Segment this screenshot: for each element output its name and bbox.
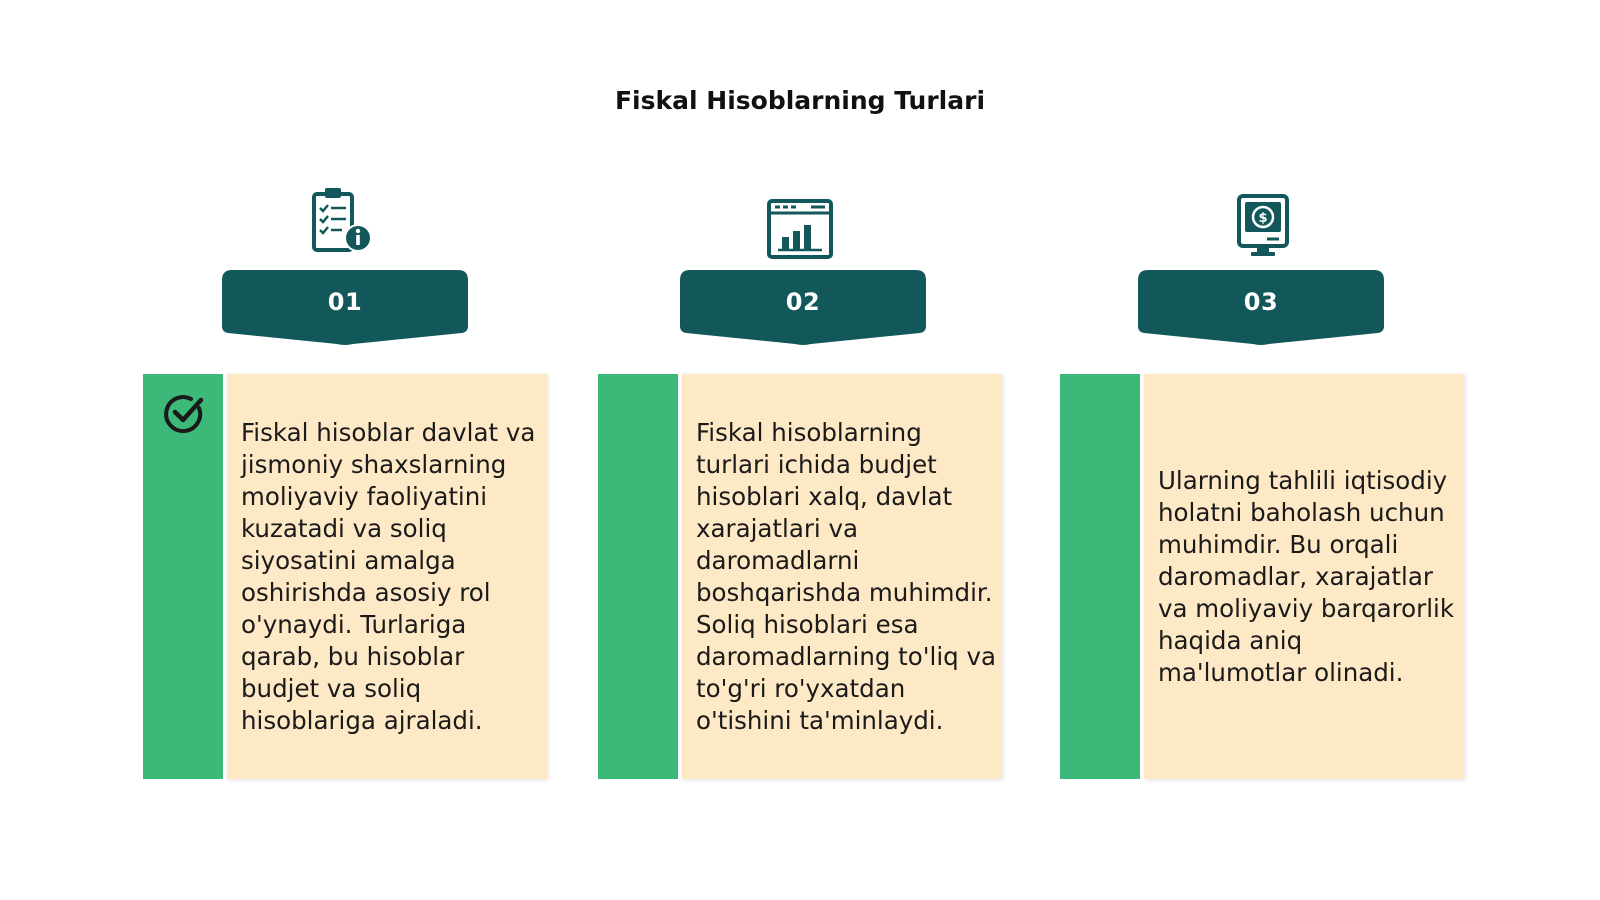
card-body: [1144, 374, 1464, 779]
step-badge-03: [1138, 270, 1384, 346]
step-number: 02: [785, 288, 821, 316]
step-badge-01: [222, 270, 468, 346]
page-title: Fiskal Hisoblarning Turlari: [614, 86, 986, 115]
info-card-03: [1060, 374, 1464, 779]
card-text: Ularning tahlili iqtisodiy holatni baholash uchun muhimdir. Bu orqali daromadlar, xarajatlar va moliyaviy barqarorlik haqida aniq ma'lumotlar olinadi.: [1158, 465, 1455, 687]
monitor-dollar-icon: [1229, 192, 1297, 264]
step-number: 01: [327, 288, 363, 316]
card-accent-strip: [1060, 374, 1140, 779]
svg-text:$: $: [1258, 211, 1268, 226]
step-badge-02: [680, 270, 926, 346]
card-accent-strip: [598, 374, 678, 779]
clipboard-checklist-info-icon: [310, 186, 378, 258]
info-card-01: [143, 374, 547, 779]
info-card-02: [598, 374, 1002, 779]
card-body: [227, 374, 547, 779]
step-number: 03: [1243, 288, 1279, 316]
card-text: Fiskal hisoblar davlat va jismoniy shaxslarning moliyaviy faoliyatini kuzatadi va soliq siyosatini amalga oshirishda asosiy rol o'ynaydi. Turlariga qarab, bu hisoblar budjet va soliq hisoblariga ajraladi.: [241, 417, 536, 735]
browser-bar-chart-icon: [766, 195, 834, 267]
card-body: [682, 374, 1002, 779]
card-text: Fiskal hisoblarning turlari ichida budjet hisoblari xalq, davlat xarajatlari va daromadlarni boshqarishda muhimdir. Soliq hisoblari esa daromadlarning to'liq va to'g'ri ro'yxatdan o'tishini ta'minlaydi.: [696, 417, 996, 735]
check-circle-icon: [163, 392, 207, 436]
card-accent-strip: [143, 374, 223, 779]
